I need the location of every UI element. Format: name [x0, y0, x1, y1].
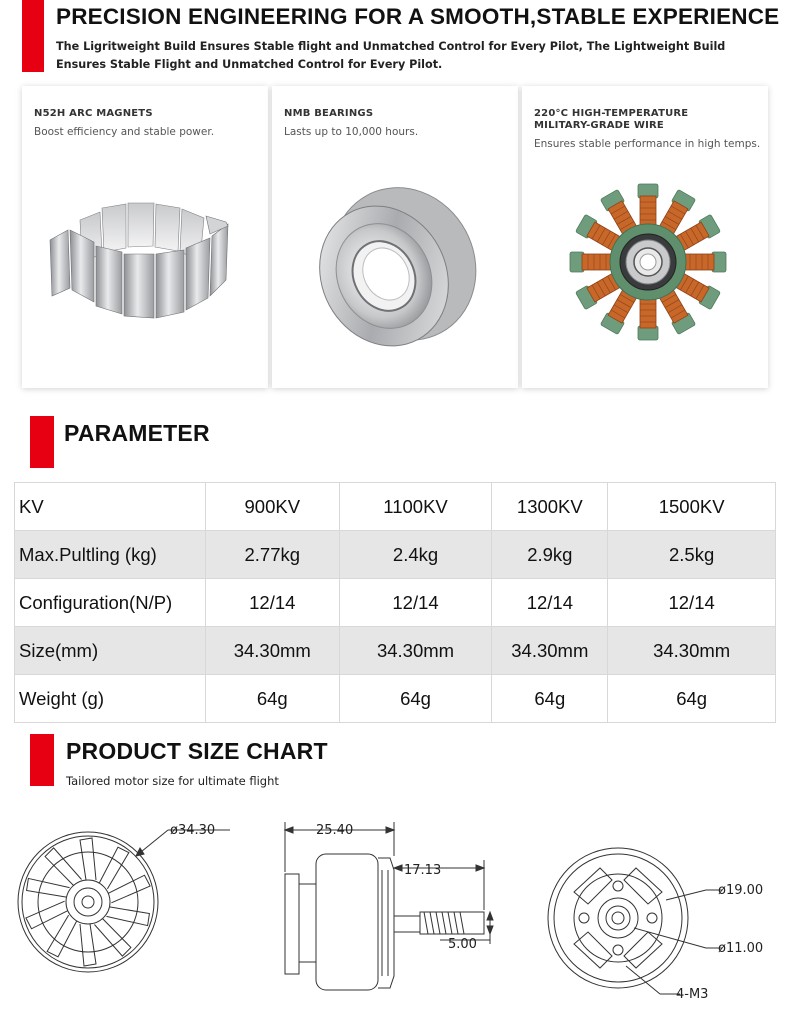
feature-cards: [22, 86, 768, 388]
motor-side-view: [285, 822, 493, 990]
size-chart: [0, 800, 790, 1016]
table-cell: 34.30mm: [339, 627, 492, 675]
row-label: KV: [15, 483, 206, 531]
magnet-ring-icon: [22, 176, 268, 376]
dimension-diameter: ø34.30: [170, 823, 216, 838]
table-cell: 2.77kg: [205, 531, 339, 579]
parameter-table: [14, 482, 776, 723]
section-subtitle: Tailored motor size for ultimate flight: [66, 774, 279, 788]
feature-subtitle: Ensures stable performance in high temps.: [534, 138, 761, 150]
row-label: Configuration(N/P): [15, 579, 206, 627]
section-title: PARAMETER: [64, 420, 210, 446]
ball-bearing-icon: [272, 176, 518, 376]
parameter-table-body: [15, 483, 776, 723]
table-cell: 2.4kg: [339, 531, 492, 579]
section-title: PRODUCT SIZE CHART: [66, 738, 328, 764]
table-cell: 12/14: [339, 579, 492, 627]
feature-subtitle: Lasts up to 10,000 hours.: [284, 126, 419, 138]
dimension-screws: 4-M3: [676, 987, 709, 1002]
dimension-bell: 17.13: [404, 863, 442, 878]
table-cell: 64g: [608, 675, 776, 723]
red-accent-bar: [22, 0, 44, 72]
table-row: [15, 483, 776, 531]
table-cell: 12/14: [608, 579, 776, 627]
dimension-height: 25.40: [316, 823, 354, 838]
table-cell: 2.5kg: [608, 531, 776, 579]
motor-stator-icon: [522, 176, 768, 376]
table-cell: 1500KV: [608, 483, 776, 531]
feature-card-magnets: [22, 86, 268, 388]
dimension-shaft: 5.00: [448, 937, 477, 952]
table-row: [15, 627, 776, 675]
table-cell: 1300KV: [492, 483, 608, 531]
table-row: [15, 579, 776, 627]
feature-title: NMB BEARINGS: [284, 108, 374, 119]
table-cell: 2.9kg: [492, 531, 608, 579]
table-cell: 34.30mm: [492, 627, 608, 675]
feature-subtitle: Boost efficiency and stable power.: [34, 126, 215, 138]
feature-card-bearings: [272, 86, 518, 388]
table-cell: 34.30mm: [205, 627, 339, 675]
section-title: PRECISION ENGINEERING FOR A SMOOTH,STABLE EXPERIENCE: [56, 4, 780, 29]
row-label: Size(mm): [15, 627, 206, 675]
table-cell: 900KV: [205, 483, 339, 531]
section-description: The Ligritweight Build Ensures Stable flight and Unmatched Control for Every Pilot, The Lightweight Build Ensures Stable Flight and Unmatched Control for Every Pilot.: [56, 40, 726, 71]
dimension-mount-inner: ø11.00: [718, 941, 764, 956]
table-row: [15, 531, 776, 579]
table-row: [15, 675, 776, 723]
row-label: Max.Pultling (kg): [15, 531, 206, 579]
size-chart-header: [0, 734, 790, 790]
dimension-mount-outer: ø19.00: [718, 883, 764, 898]
motor-bottom-view: [548, 848, 722, 994]
table-cell: 34.30mm: [608, 627, 776, 675]
feature-card-wire: [522, 86, 768, 388]
table-cell: 12/14: [205, 579, 339, 627]
table-cell: 64g: [205, 675, 339, 723]
red-accent-bar: [30, 416, 54, 468]
row-label: Weight (g): [15, 675, 206, 723]
parameter-header: [0, 416, 790, 472]
table-cell: 64g: [339, 675, 492, 723]
table-cell: 12/14: [492, 579, 608, 627]
table-cell: 1100KV: [339, 483, 492, 531]
motor-front-view: [18, 830, 230, 972]
feature-title: 220°C HIGH-TEMPERATURE MILITARY-GRADE WIRE: [534, 108, 689, 131]
feature-title: N52H ARC MAGNETS: [34, 108, 153, 119]
table-cell: 64g: [492, 675, 608, 723]
precision-engineering-header: [0, 0, 790, 80]
size-chart-drawing: [0, 800, 790, 1016]
red-accent-bar: [30, 734, 54, 786]
